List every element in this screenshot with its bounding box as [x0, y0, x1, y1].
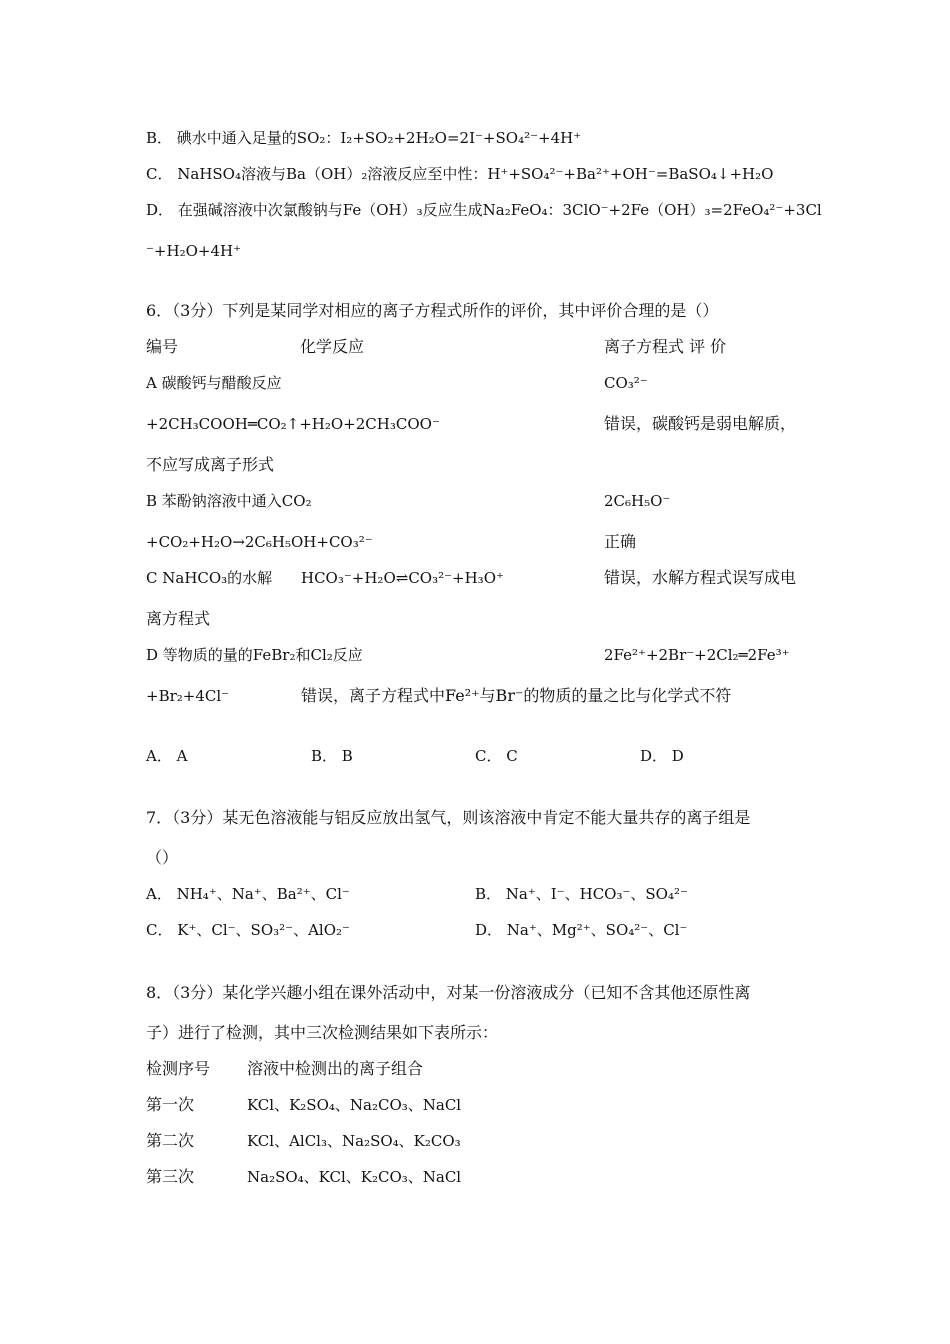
q6-row-d-eq-start: 2Fe²⁺+2Br⁻+2Cl₂═2Fe³⁺ — [604, 646, 790, 664]
q6-row-d-label: D 等物质的量的FeBr₂和Cl₂反应 — [146, 646, 363, 664]
q8-stem-line2: 子）进行了检测，其中三次检测结果如下表所示： — [146, 1023, 499, 1042]
q6-row-d-eq-rest: +Br₂+4Cl⁻ — [146, 687, 230, 705]
q8-header-no: 检测序号 — [146, 1059, 211, 1078]
q6-row-c-eval-line1: 错误，水解方程式误写成电 — [604, 568, 797, 587]
q8-row-no: 第二次 — [146, 1131, 195, 1150]
q6-row-a-eq-start: CO₃²⁻ — [604, 374, 648, 392]
q5-option-b: B． 碘水中通入足量的SO₂：I₂+SO₂+2H₂O=2I⁻+SO₄²⁻+4H⁺ — [146, 129, 582, 147]
q5-option-d-line1: D． 在强碱溶液中次氯酸钠与Fe（OH）₃反应生成Na₂FeO₄：3ClO⁻+2Fe（OH）₃=2FeO₄²⁻+3Cl — [146, 201, 822, 219]
q6-header-reaction: 化学反应 — [300, 337, 365, 356]
q8-row-ions: KCl、AlCl₃、Na₂SO₄、K₂CO₃ — [247, 1132, 461, 1150]
q8-row-ions: Na₂SO₄、KCl、K₂CO₃、NaCl — [247, 1168, 462, 1186]
q8-row-no: 第三次 — [146, 1167, 195, 1186]
q8-stem-line1: 8．（3分）某化学兴趣小组在课外活动中，对某一份溶液成分（已知不含其他还原性离 — [146, 983, 751, 1002]
q6-row-c-eval-line2: 离方程式 — [146, 609, 211, 628]
q6-row-a-eval-line2: 不应写成离子形式 — [146, 455, 275, 474]
q6-option-d: D． D — [640, 747, 684, 765]
q8-header-ions: 溶液中检测出的离子组合 — [247, 1059, 424, 1078]
q6-row-a-label: A 碳酸钙与醋酸反应 — [146, 374, 282, 392]
q7-stem-line2: （） — [146, 848, 179, 867]
q7-stem-line1: 7．（3分）某无色溶液能与铝反应放出氢气，则该溶液中肯定不能大量共存的离子组是 — [146, 808, 751, 827]
q6-row-b-eq-start: 2C₆H₅O⁻ — [604, 492, 671, 510]
q7-option-b: B． Na⁺、I⁻、HCO₃⁻、SO₄²⁻ — [475, 885, 688, 903]
q6-row-b-label: B 苯酚钠溶液中通入CO₂ — [146, 492, 312, 510]
q5-option-c: C． NaHSO₄溶液与Ba（OH）₂溶液反应至中性：H⁺+SO₄²⁻+Ba²⁺+OH⁻=BaSO₄↓+H₂O — [146, 165, 774, 183]
q7-option-d: D． Na⁺、Mg²⁺、SO₄²⁻、Cl⁻ — [475, 921, 688, 939]
q6-row-b-eval: 正确 — [604, 532, 637, 551]
q6-header-no: 编号 — [146, 337, 179, 356]
q8-row-ions: KCl、K₂SO₄、Na₂CO₃、NaCl — [247, 1096, 462, 1114]
q6-option-c: C． C — [475, 747, 518, 765]
q8-row-no: 第一次 — [146, 1095, 195, 1114]
q7-option-c: C． K⁺、Cl⁻、SO₃²⁻、AlO₂⁻ — [146, 921, 350, 939]
q6-option-a: A． A — [146, 747, 188, 765]
q6-row-c-label: C NaHCO₃的水解 — [146, 569, 273, 587]
q7-option-a: A． NH₄⁺、Na⁺、Ba²⁺、Cl⁻ — [146, 885, 350, 903]
q6-option-b: B． B — [311, 747, 353, 765]
q6-row-b-eq-rest: +CO₂+H₂O→2C₆H₅OH+CO₃²⁻ — [146, 533, 373, 551]
q5-option-d-line2: ⁻+H₂O+4H⁺ — [146, 242, 241, 260]
q6-row-a-eval-line1: 错误，碳酸钙是弱电解质， — [604, 414, 797, 433]
q6-row-c-eq: HCO₃⁻+H₂O⇌CO₃²⁻+H₃O⁺ — [301, 569, 504, 587]
q6-header-equation-eval: 离子方程式 评 价 — [604, 337, 727, 356]
q6-row-a-eq-rest: +2CH₃COOH═CO₂↑+H₂O+2CH₃COO⁻ — [146, 415, 440, 433]
q6-stem: 6．（3分）下列是某同学对相应的离子方程式所作的评价，其中评价合理的是（） — [146, 301, 719, 320]
q6-row-d-eval: 错误，离子方程式中Fe²⁺与Br⁻的物质的量之比与化学式不符 — [301, 686, 732, 705]
